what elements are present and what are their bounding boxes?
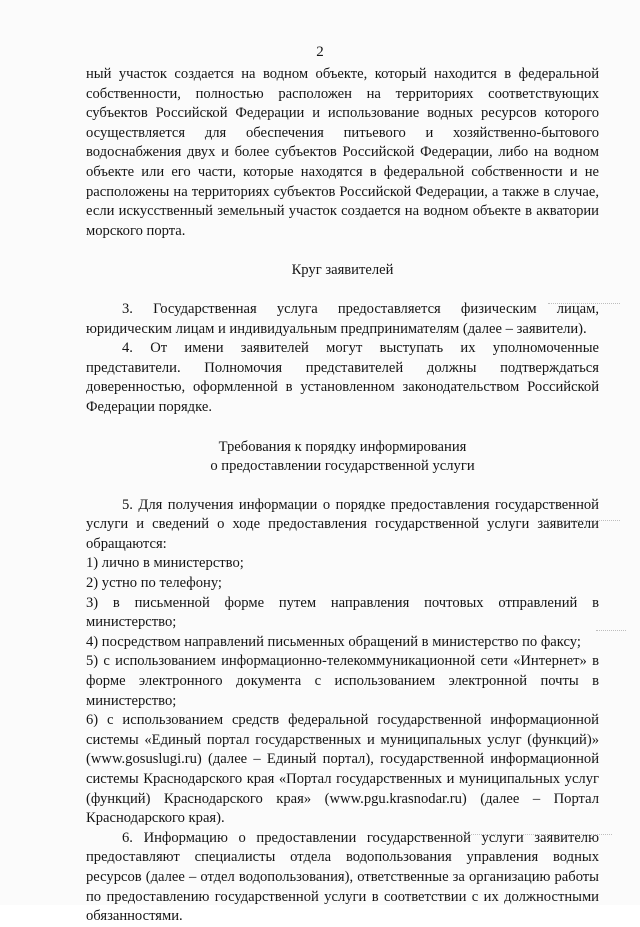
list-item: 4) посредством направлений письменных обращений в министерство по факсу;	[86, 633, 581, 650]
paragraph-5: 5. Для получения информации о порядке предоставления государственной услуги и сведений о ходе предоставления государственной услуги заявители обращаются:	[86, 496, 599, 552]
paragraph-continuation: ный участок создается на водном объекте, который находится в федеральной собственности, полностью расположен на территориях соответствующих субъектов Российской Федерации и использование водных ресурсов которого осуществляется для обеспечения питьевого и хозяйственно-бытового водоснабжения двух и более субъектов Российской Федерации, либо на водном объекте или его части, которые находятся в федеральной собственности и не расположены на территориях субъектов Российской Федерации, а также в случае, если искусственный земельный участок создается на водном объекте в акватории морского порта.	[86, 66, 599, 239]
section-heading-informing-line1: Требования к порядку информирования	[218, 438, 467, 455]
list-item: 5) с использованием информационно-телекоммуникационной сети «Интернет» в форме электронного документа с использованием электронной почты в министерство;	[86, 653, 599, 709]
list-item: 3) в письменной форме путем направления почтовых отправлений в министерство;	[86, 594, 599, 631]
scan-artifact	[548, 303, 620, 305]
scan-artifact	[452, 834, 612, 836]
scan-artifact	[540, 520, 620, 522]
list-item: 2) устно по телефону;	[86, 575, 222, 592]
document-body	[86, 65, 599, 927]
list-item: 6) с использованием средств федеральной государственной информационной системы «Единый портал государственных и муниципальных услуг (функций)» (www.gosuslugi.ru) (далее – Единый портал), государственной информационной системы Краснодарского края «Портал государственных и муниципальных услуг (функций) Краснодарского края» (www.pgu.krasnodar.ru) (далее – Портал Краснодарского края).	[86, 712, 599, 827]
section-heading-applicants: Круг заявителей	[291, 262, 394, 279]
scan-artifact	[596, 630, 626, 632]
paragraph-4: 4. От имени заявителей могут выступать их уполномоченные представители. Полномочия представителей должны подтверждаться доверенностью, оформленной в установленном законодательством Российской Федерации порядке.	[86, 340, 599, 415]
list-item: 1) лично в министерство;	[86, 555, 244, 572]
paragraph-6: 6. Информацию о предоставлении государственной услуги заявителю предоставляют специалисты отдела водопользования управления водных ресурсов (далее – отдел водопользования), ответственные за организацию работы по предоставлению государственной услуги в соответствии с их должностными обязанностями.	[86, 829, 599, 925]
section-heading-informing-line2: о предоставлении государственной услуги	[210, 458, 475, 475]
paragraph-3: 3. Государственная услуга предоставляется физическим лицам, юридическим лицам и индивидуальным предпринимателям (далее – заявители).	[86, 300, 599, 337]
page-number: 2	[316, 44, 324, 60]
